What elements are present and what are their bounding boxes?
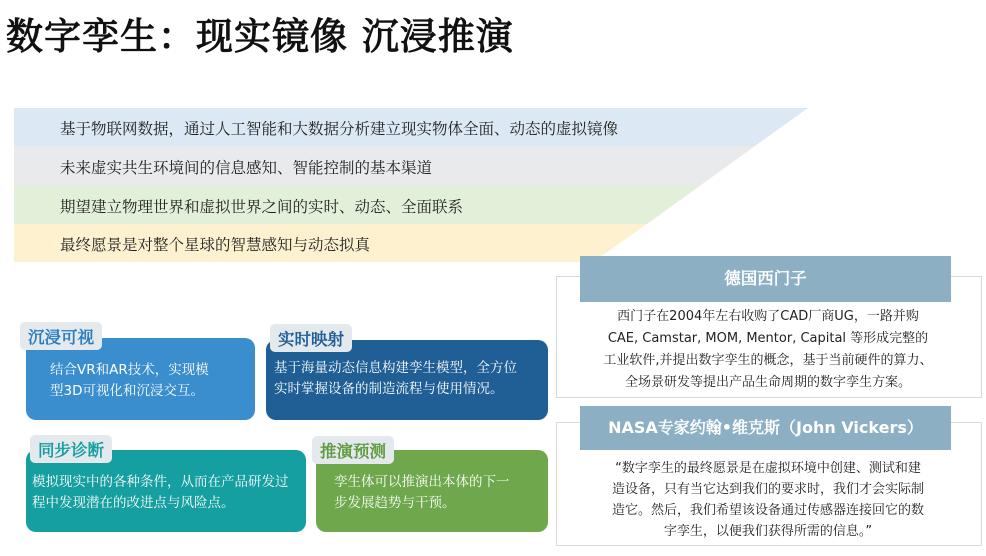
funnel-line-2: 未来虚实共生环境间的信息感知、智能控制的基本渠道 bbox=[60, 159, 433, 177]
info-text-line: CAE, Camstar, MOM, Mentor, Capital 等形成完整的 bbox=[607, 331, 929, 346]
card-realtime-mapping bbox=[266, 340, 548, 420]
info-text-line: 造设备，只有当它达到我们的要求时，我们才会实际制 bbox=[611, 482, 924, 497]
info-box-nasa-text bbox=[560, 458, 976, 542]
card-text-line: 型3D可视化和沉浸交互。 bbox=[50, 383, 204, 399]
card-text-line: 孪生体可以推演出本体的下一 bbox=[334, 474, 510, 490]
info-text-line: 西门子在2004年左右收购了CAD厂商UG，一路并购 bbox=[617, 309, 919, 324]
funnel-line-4: 最终愿景是对整个星球的智慧感知与动态拟真 bbox=[60, 236, 371, 254]
info-box-nasa-header: NASA专家约翰•维克斯（John Vickers） bbox=[580, 406, 951, 450]
card-tag-immersive-visual: 沉浸可视 bbox=[20, 322, 102, 350]
card-immersive-visual bbox=[26, 338, 255, 420]
card-text-line: 结合VR和AR技术，实现模 bbox=[50, 362, 209, 378]
funnel-line-1: 基于物联网数据，通过人工智能和大数据分析建立现实物体全面、动态的虚拟镜像 bbox=[60, 120, 619, 138]
card-tag-deduction-prediction: 推演预测 bbox=[312, 436, 394, 464]
info-text-line: 字孪生，以便我们获得所需的信息。” bbox=[663, 524, 873, 539]
funnel-line-3: 期望建立物理世界和虚拟世界之间的实时、动态、全面联系 bbox=[60, 198, 464, 216]
card-text-line: 程中发现潜在的改进点与风险点。 bbox=[32, 495, 235, 511]
page-title: 数字孪生：现实镜像 沉浸推演 bbox=[6, 15, 514, 58]
info-text-line: 工业软件,并提出数字孪生的概念，基于当前硬件的算力、 bbox=[603, 353, 933, 368]
card-text-line: 实时掌握设备的制造流程与使用情况。 bbox=[274, 381, 504, 397]
info-box-siemens-text bbox=[560, 306, 976, 394]
card-text-line: 模拟现实中的各种条件，从而在产品研发过 bbox=[32, 474, 289, 490]
card-tag-sync-diagnosis: 同步诊断 bbox=[30, 435, 112, 463]
card-text-line: 步发展趋势与干预。 bbox=[334, 495, 456, 511]
card-tag-realtime-mapping: 实时映射 bbox=[270, 324, 352, 352]
card-text-line: 基于海量动态信息构建孪生模型，全方位 bbox=[274, 360, 517, 376]
info-text-line: 造它。然后，我们希望该设备通过传感器连接回它的数 bbox=[611, 503, 924, 518]
info-text-line: 全场景研发等提出产品生命周期的数字孪生方案。 bbox=[624, 375, 911, 390]
info-box-siemens-header: 德国西门子 bbox=[580, 256, 951, 302]
info-text-line: “数字孪生的最终愿景是在虚拟环境中创建、测试和建 bbox=[615, 461, 921, 476]
